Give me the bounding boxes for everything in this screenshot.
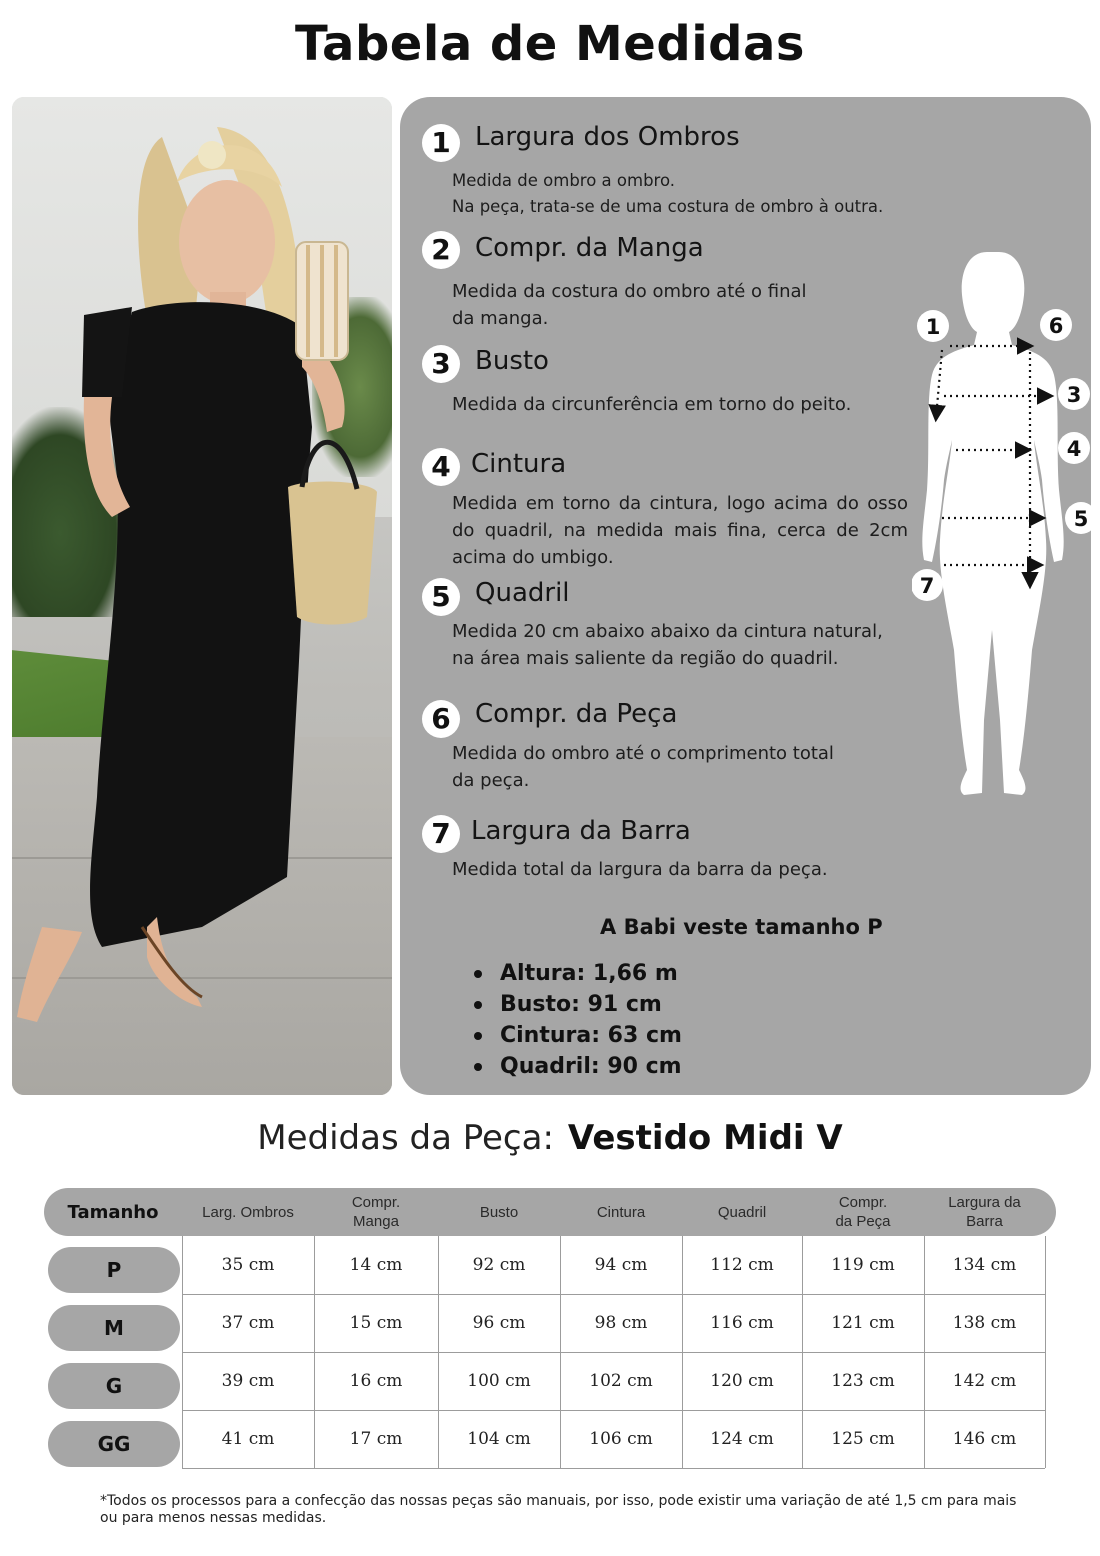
figure-label-3 — [1058, 378, 1090, 410]
column-header: Compr. da Peça — [835, 1194, 891, 1230]
column-header: Busto — [479, 1203, 519, 1221]
svg-text:4: 4 — [1066, 437, 1082, 461]
table-grid-line — [1045, 1236, 1046, 1468]
product-name: Vestido Midi V — [567, 1118, 843, 1158]
table-cell: 94 cm — [594, 1255, 648, 1275]
table-cell: 106 cm — [589, 1429, 653, 1449]
item-6-title: Compr. da Peça — [475, 699, 678, 729]
svg-text:7: 7 — [919, 574, 935, 598]
item-7-desc-line: Medida total da largura da barra da peça. — [452, 859, 828, 880]
column-header: Cintura — [596, 1203, 646, 1221]
item-4-description: Medida em torno da cintura, logo acima do osso do quadril, na medida mais fina, cerca de 2cm acima do umbigo. — [452, 493, 908, 568]
model-size-title: A Babi veste tamanho P — [600, 915, 883, 939]
figure-label-4 — [1058, 432, 1090, 464]
model-photo — [12, 97, 392, 1095]
column-header: Tamanho — [67, 1201, 159, 1223]
table-grid-line — [182, 1468, 1045, 1469]
item-5-number: 5 — [422, 578, 460, 616]
model-stat: Cintura: 63 cm — [470, 1020, 682, 1051]
size-label: G — [48, 1363, 180, 1409]
column-header: Largura da Barra — [948, 1194, 1021, 1230]
model-stat: Altura: 1,66 m — [470, 958, 682, 989]
table-cell: 124 cm — [710, 1429, 774, 1449]
item-1-title: Largura dos Ombros — [475, 122, 740, 152]
table-cell: 123 cm — [831, 1371, 895, 1391]
item-1-description — [452, 168, 883, 220]
model-stat: Quadril: 90 cm — [470, 1051, 682, 1082]
body-measurement-diagram — [912, 250, 1092, 810]
item-7-description — [452, 856, 828, 883]
size-label: GG — [48, 1421, 180, 1467]
svg-text:3: 3 — [1066, 383, 1082, 407]
item-3-desc-line: Medida da circunferência em torno do peito. — [452, 394, 852, 415]
model-stat: Busto: 91 cm — [470, 989, 682, 1020]
table-cell: 15 cm — [349, 1313, 403, 1333]
figure-label-1 — [917, 310, 949, 342]
table-cell: 17 cm — [349, 1429, 403, 1449]
svg-text:6: 6 — [1048, 314, 1064, 338]
table-cell: 138 cm — [952, 1313, 1017, 1333]
item-5-desc-line: Medida 20 cm abaixo abaixo da cintura natural, — [452, 621, 883, 642]
item-6-description — [452, 740, 834, 794]
item-6-desc-line: da peça. — [452, 770, 530, 791]
item-1-desc-line: Na peça, trata-se de uma costura de ombro à outra. — [452, 197, 884, 216]
table-cell: 104 cm — [467, 1429, 531, 1449]
size-label: M — [48, 1305, 180, 1351]
table-cell: 116 cm — [710, 1313, 774, 1333]
table-cell: 100 cm — [467, 1371, 531, 1391]
item-3-description — [452, 391, 851, 418]
table-cell: 39 cm — [221, 1371, 275, 1391]
item-2-title: Compr. da Manga — [475, 233, 704, 263]
table-cell: 125 cm — [831, 1429, 895, 1449]
table-cell: 112 cm — [710, 1255, 774, 1275]
table-cell: 96 cm — [472, 1313, 526, 1333]
table-cell: 121 cm — [831, 1313, 895, 1333]
model-figure-drawing — [12, 97, 392, 1095]
item-4-number: 4 — [422, 448, 460, 486]
item-6-number: 6 — [422, 700, 460, 738]
page-title: Tabela de Medidas — [295, 16, 805, 72]
table-cell: 41 cm — [221, 1429, 275, 1449]
model-stats-list — [470, 958, 682, 1082]
item-7-title: Largura da Barra — [471, 816, 691, 846]
table-cell: 119 cm — [831, 1255, 895, 1275]
column-header: Compr. Manga — [351, 1194, 401, 1230]
item-2-description — [452, 278, 807, 332]
item-6-desc-line: Medida do ombro até o comprimento total — [452, 743, 834, 764]
measurements-heading — [0, 1118, 1100, 1158]
item-5-title: Quadril — [475, 578, 570, 608]
size-label: P — [48, 1247, 180, 1293]
item-4-title: Cintura — [471, 449, 567, 479]
item-2-desc-line: da manga. — [452, 308, 549, 329]
measurements-heading-label: Medidas da Peça: — [257, 1118, 554, 1158]
table-cell: 102 cm — [589, 1371, 653, 1391]
table-cell: 98 cm — [594, 1313, 648, 1333]
column-header: Quadril — [717, 1203, 767, 1221]
figure-label-5 — [1065, 502, 1092, 534]
table-cell: 16 cm — [349, 1371, 403, 1391]
table-cell: 92 cm — [472, 1255, 526, 1275]
table-cell: 142 cm — [952, 1371, 1017, 1391]
table-cell: 37 cm — [221, 1313, 275, 1333]
item-7-number: 7 — [422, 815, 460, 853]
table-cell: 146 cm — [952, 1429, 1017, 1449]
footnote: *Todos os processos para a confecção das nossas peças são manuais, por isso, pode existir uma variação de até 1,5 cm para mais ou para menos nessas medidas. — [100, 1493, 1017, 1526]
svg-text:5: 5 — [1073, 507, 1089, 531]
item-1-desc-line: Medida de ombro a ombro. — [452, 171, 676, 190]
table-cell: 35 cm — [221, 1255, 275, 1275]
svg-text:1: 1 — [925, 315, 941, 339]
figure-label-6 — [1040, 309, 1072, 341]
column-header: Larg. Ombros — [202, 1203, 294, 1221]
item-1-number: 1 — [422, 124, 460, 162]
item-3-title: Busto — [475, 346, 549, 376]
item-5-desc-line: na área mais saliente da região do quadril. — [452, 648, 839, 669]
item-2-desc-line: Medida da costura do ombro até o final — [452, 281, 807, 302]
item-2-number: 2 — [422, 231, 460, 269]
figure-label-7 — [912, 569, 943, 601]
table-cell: 120 cm — [710, 1371, 774, 1391]
table-cell: 134 cm — [952, 1255, 1017, 1275]
table-cell: 14 cm — [349, 1255, 403, 1275]
item-3-number: 3 — [422, 345, 460, 383]
item-5-description — [452, 618, 883, 672]
